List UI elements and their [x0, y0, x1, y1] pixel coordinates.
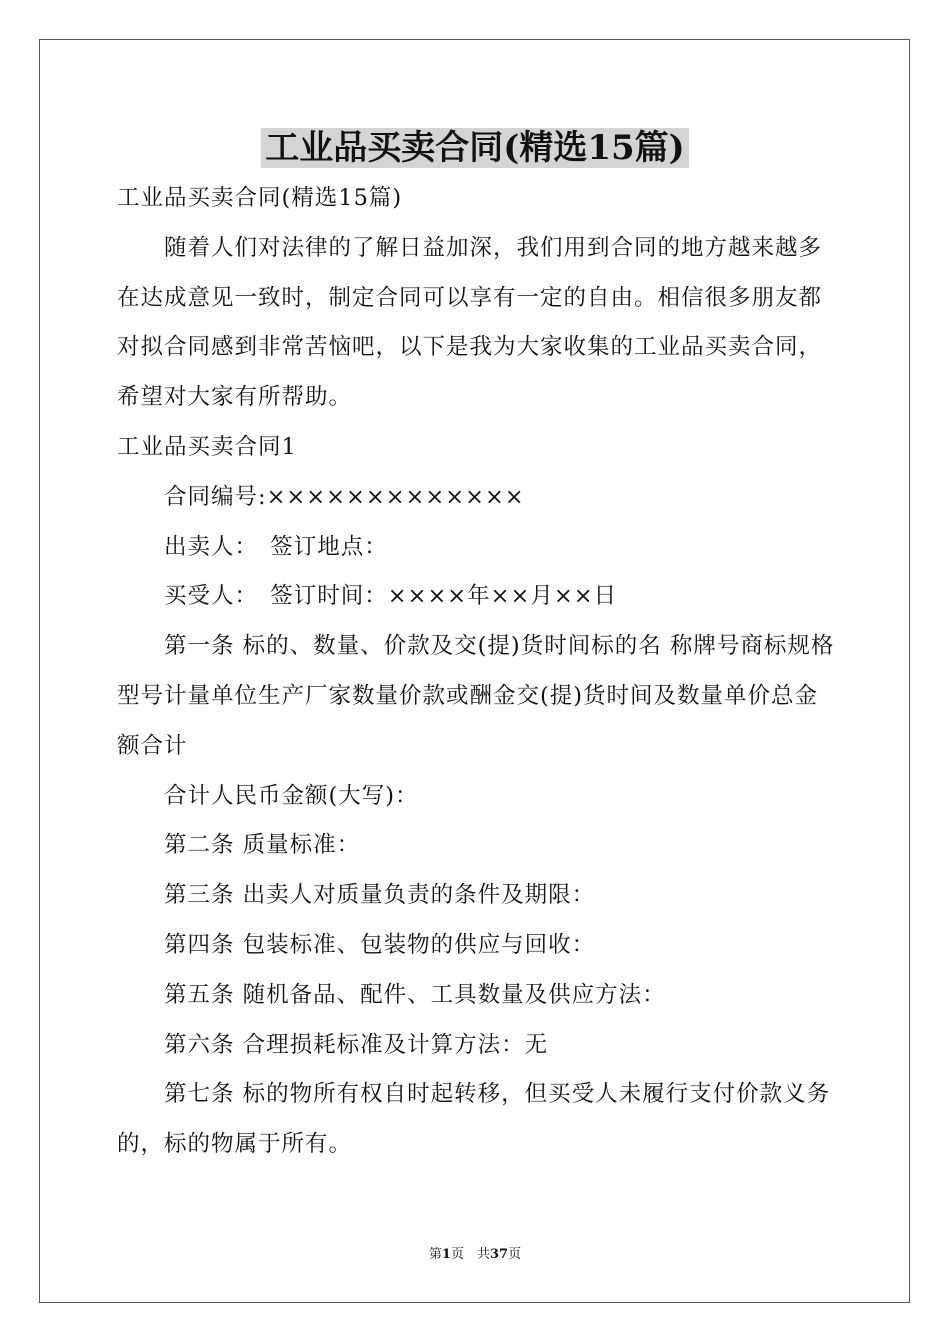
- paragraph: 第三条 出卖人对质量负责的条件及期限：: [164, 882, 596, 909]
- footer-middle: 页 共: [450, 1247, 490, 1262]
- paragraph: 合同编号:×××××××××××××: [164, 483, 525, 510]
- paragraph: 合计人民币金额(大写)：: [164, 782, 419, 809]
- paragraph: 第二条 质量标准：: [164, 832, 361, 859]
- document-body: [117, 174, 835, 1170]
- paragraph: 第四条 包装标准、包装物的供应与回收：: [164, 931, 596, 958]
- paragraph: 第六条 合理损耗标准及计算方法：无: [164, 1031, 549, 1058]
- paragraph: 工业品买卖合同1: [117, 433, 297, 460]
- paragraph: 随着人们对法律的了解日益加深，我们用到合同的地方越来越多在达成意见一致时，制定合同可以享有一定的自由。相信很多朋友都对拟合同感到非常苦恼吧，以下是我为大家收集的工业品买卖合同，希望对大家有所帮助。: [117, 234, 823, 411]
- footer-total-pages: 37: [489, 1247, 509, 1262]
- document-title: [0, 126, 950, 170]
- paragraph: 工业品买卖合同(精选15篇): [117, 185, 403, 211]
- paragraph: 买受人： 签订时间：××××年××月××日: [164, 583, 618, 610]
- paragraph: 出卖人： 签订地点：: [164, 533, 388, 560]
- footer-suffix: 页: [508, 1247, 522, 1262]
- footer-page-number: 1: [441, 1247, 451, 1262]
- footer-prefix: 第: [428, 1247, 442, 1262]
- document-title-text: 工业品买卖合同(精选15篇): [261, 128, 689, 168]
- page-footer: [0, 1246, 950, 1264]
- paragraph: 第七条 标的物所有权自时起转移，但买受人未履行支付价款义务的，标的物属于所有。: [117, 1081, 831, 1158]
- paragraph: 第一条 标的、数量、价款及交(提)货时间标的名 称牌号商标规格型号计量单位生产厂家数量价款或酬金交(提)货时间及数量单价总金额合计: [117, 633, 835, 759]
- paragraph: 第五条 随机备品、配件、工具数量及供应方法：: [164, 981, 666, 1008]
